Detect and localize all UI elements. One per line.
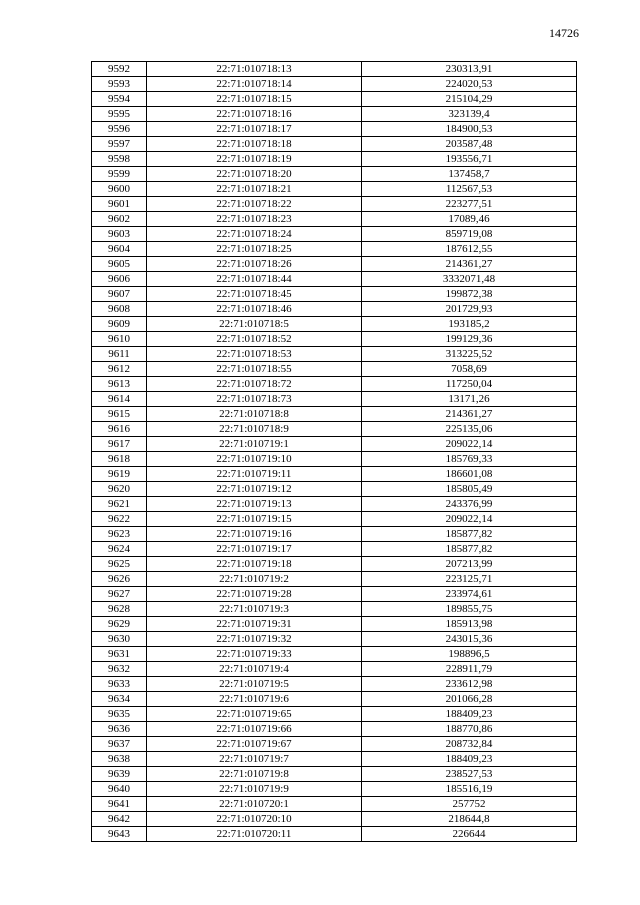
- cadastral-number-cell: 22:71:010718:44: [147, 272, 362, 287]
- table-row: [92, 107, 577, 122]
- row-number-cell: 9597: [92, 137, 147, 152]
- cadastral-value-cell: 207213,99: [362, 557, 577, 572]
- cadastral-value-cell: 185805,49: [362, 482, 577, 497]
- row-number-cell: 9624: [92, 542, 147, 557]
- cadastral-number-cell: 22:71:010719:18: [147, 557, 362, 572]
- row-number-cell: 9617: [92, 437, 147, 452]
- table-row: [92, 467, 577, 482]
- cadastral-value-cell: 112567,53: [362, 182, 577, 197]
- table-row: [92, 482, 577, 497]
- cadastral-number-cell: 22:71:010718:15: [147, 92, 362, 107]
- cadastral-number-cell: 22:71:010720:10: [147, 812, 362, 827]
- cadastral-number-cell: 22:71:010718:5: [147, 317, 362, 332]
- cadastral-value-cell: 218644,8: [362, 812, 577, 827]
- cadastral-number-cell: 22:71:010718:17: [147, 122, 362, 137]
- cadastral-value-table: [91, 61, 577, 842]
- cadastral-number-cell: 22:71:010719:33: [147, 647, 362, 662]
- cadastral-value-cell: 189855,75: [362, 602, 577, 617]
- cadastral-number-cell: 22:71:010719:15: [147, 512, 362, 527]
- cadastral-number-cell: 22:71:010719:1: [147, 437, 362, 452]
- table-row: [92, 407, 577, 422]
- table-row: [92, 272, 577, 287]
- table-row: [92, 302, 577, 317]
- table-row: [92, 677, 577, 692]
- row-number-cell: 9607: [92, 287, 147, 302]
- cadastral-value-cell: 137458,7: [362, 167, 577, 182]
- cadastral-number-cell: 22:71:010718:22: [147, 197, 362, 212]
- cadastral-value-cell: 859719,08: [362, 227, 577, 242]
- row-number-cell: 9642: [92, 812, 147, 827]
- row-number-cell: 9634: [92, 692, 147, 707]
- cadastral-value-cell: 209022,14: [362, 437, 577, 452]
- table-row: [92, 782, 577, 797]
- cadastral-number-cell: 22:71:010718:18: [147, 137, 362, 152]
- table-row: [92, 287, 577, 302]
- cadastral-value-cell: 238527,53: [362, 767, 577, 782]
- row-number-cell: 9638: [92, 752, 147, 767]
- table-row: [92, 137, 577, 152]
- row-number-cell: 9604: [92, 242, 147, 257]
- row-number-cell: 9601: [92, 197, 147, 212]
- row-number-cell: 9602: [92, 212, 147, 227]
- table-row: [92, 662, 577, 677]
- row-number-cell: 9609: [92, 317, 147, 332]
- cadastral-value-cell: 199872,38: [362, 287, 577, 302]
- cadastral-value-cell: 185769,33: [362, 452, 577, 467]
- table-row: [92, 527, 577, 542]
- row-number-cell: 9618: [92, 452, 147, 467]
- cadastral-number-cell: 22:71:010718:8: [147, 407, 362, 422]
- cadastral-number-cell: 22:71:010719:6: [147, 692, 362, 707]
- cadastral-number-cell: 22:71:010719:67: [147, 737, 362, 752]
- cadastral-value-cell: 3332071,48: [362, 272, 577, 287]
- cadastral-number-cell: 22:71:010718:52: [147, 332, 362, 347]
- row-number-cell: 9616: [92, 422, 147, 437]
- table-row: [92, 497, 577, 512]
- table-row: [92, 362, 577, 377]
- cadastral-value-cell: 214361,27: [362, 407, 577, 422]
- cadastral-value-cell: 243015,36: [362, 632, 577, 647]
- cadastral-number-cell: 22:71:010719:5: [147, 677, 362, 692]
- cadastral-number-cell: 22:71:010719:28: [147, 587, 362, 602]
- row-number-cell: 9627: [92, 587, 147, 602]
- row-number-cell: 9620: [92, 482, 147, 497]
- table-row: [92, 122, 577, 137]
- table-row: [92, 797, 577, 812]
- cadastral-value-cell: 233974,61: [362, 587, 577, 602]
- table-row: [92, 812, 577, 827]
- table-row: [92, 452, 577, 467]
- cadastral-number-cell: 22:71:010718:73: [147, 392, 362, 407]
- table-row: [92, 317, 577, 332]
- table-row: [92, 542, 577, 557]
- row-number-cell: 9630: [92, 632, 147, 647]
- table-row: [92, 242, 577, 257]
- row-number-cell: 9623: [92, 527, 147, 542]
- row-number-cell: 9612: [92, 362, 147, 377]
- table-row: [92, 347, 577, 362]
- row-number-cell: 9621: [92, 497, 147, 512]
- table-row: [92, 227, 577, 242]
- row-number-cell: 9622: [92, 512, 147, 527]
- table-row: [92, 767, 577, 782]
- cadastral-number-cell: 22:71:010719:10: [147, 452, 362, 467]
- row-number-cell: 9641: [92, 797, 147, 812]
- cadastral-number-cell: 22:71:010720:11: [147, 827, 362, 842]
- row-number-cell: 9611: [92, 347, 147, 362]
- cadastral-number-cell: 22:71:010718:26: [147, 257, 362, 272]
- cadastral-value-cell: 185913,98: [362, 617, 577, 632]
- row-number-cell: 9632: [92, 662, 147, 677]
- table-row: [92, 737, 577, 752]
- row-number-cell: 9592: [92, 62, 147, 77]
- cadastral-number-cell: 22:71:010719:2: [147, 572, 362, 587]
- row-number-cell: 9600: [92, 182, 147, 197]
- row-number-cell: 9599: [92, 167, 147, 182]
- cadastral-value-cell: 188770,86: [362, 722, 577, 737]
- table-row: [92, 212, 577, 227]
- cadastral-number-cell: 22:71:010719:3: [147, 602, 362, 617]
- table-row: [92, 707, 577, 722]
- row-number-cell: 9610: [92, 332, 147, 347]
- cadastral-value-cell: 230313,91: [362, 62, 577, 77]
- cadastral-value-cell: 214361,27: [362, 257, 577, 272]
- cadastral-value-cell: 186601,08: [362, 467, 577, 482]
- table-row: [92, 722, 577, 737]
- cadastral-number-cell: 22:71:010718:24: [147, 227, 362, 242]
- table-row: [92, 572, 577, 587]
- table-row: [92, 632, 577, 647]
- cadastral-number-cell: 22:71:010718:14: [147, 77, 362, 92]
- row-number-cell: 9619: [92, 467, 147, 482]
- cadastral-number-cell: 22:71:010718:23: [147, 212, 362, 227]
- cadastral-value-cell: 201729,93: [362, 302, 577, 317]
- cadastral-value-cell: 323139,4: [362, 107, 577, 122]
- cadastral-value-cell: 185877,82: [362, 542, 577, 557]
- row-number-cell: 9605: [92, 257, 147, 272]
- cadastral-number-cell: 22:71:010718:72: [147, 377, 362, 392]
- row-number-cell: 9628: [92, 602, 147, 617]
- row-number-cell: 9606: [92, 272, 147, 287]
- cadastral-number-cell: 22:71:010719:8: [147, 767, 362, 782]
- cadastral-number-cell: 22:71:010718:13: [147, 62, 362, 77]
- cadastral-value-cell: 257752: [362, 797, 577, 812]
- row-number-cell: 9598: [92, 152, 147, 167]
- cadastral-value-cell: 193556,71: [362, 152, 577, 167]
- table-row: [92, 827, 577, 842]
- table-row: [92, 77, 577, 92]
- cadastral-number-cell: 22:71:010718:46: [147, 302, 362, 317]
- table-row: [92, 392, 577, 407]
- table-row: [92, 512, 577, 527]
- row-number-cell: 9603: [92, 227, 147, 242]
- cadastral-number-cell: 22:71:010718:55: [147, 362, 362, 377]
- cadastral-value-cell: 184900,53: [362, 122, 577, 137]
- row-number-cell: 9633: [92, 677, 147, 692]
- cadastral-value-cell: 117250,04: [362, 377, 577, 392]
- cadastral-number-cell: 22:71:010719:11: [147, 467, 362, 482]
- cadastral-number-cell: 22:71:010719:4: [147, 662, 362, 677]
- table-row: [92, 152, 577, 167]
- table-row: [92, 62, 577, 77]
- row-number-cell: 9636: [92, 722, 147, 737]
- cadastral-value-cell: 215104,29: [362, 92, 577, 107]
- row-number-cell: 9594: [92, 92, 147, 107]
- cadastral-number-cell: 22:71:010718:21: [147, 182, 362, 197]
- table-row: [92, 752, 577, 767]
- row-number-cell: 9595: [92, 107, 147, 122]
- row-number-cell: 9635: [92, 707, 147, 722]
- cadastral-value-cell: 203587,48: [362, 137, 577, 152]
- cadastral-number-cell: 22:71:010718:25: [147, 242, 362, 257]
- cadastral-value-cell: 185877,82: [362, 527, 577, 542]
- table-row: [92, 377, 577, 392]
- cadastral-value-cell: 209022,14: [362, 512, 577, 527]
- cadastral-value-cell: 199129,36: [362, 332, 577, 347]
- cadastral-value-cell: 225135,06: [362, 422, 577, 437]
- table-row: [92, 92, 577, 107]
- cadastral-number-cell: 22:71:010719:31: [147, 617, 362, 632]
- table-row: [92, 182, 577, 197]
- cadastral-value-cell: 223125,71: [362, 572, 577, 587]
- table-row: [92, 587, 577, 602]
- table-row: [92, 422, 577, 437]
- table-row: [92, 437, 577, 452]
- cadastral-value-cell: 188409,23: [362, 707, 577, 722]
- cadastral-number-cell: 22:71:010719:12: [147, 482, 362, 497]
- cadastral-value-cell: 17089,46: [362, 212, 577, 227]
- cadastral-number-cell: 22:71:010719:7: [147, 752, 362, 767]
- cadastral-number-cell: 22:71:010719:66: [147, 722, 362, 737]
- cadastral-value-cell: 201066,28: [362, 692, 577, 707]
- table-row: [92, 617, 577, 632]
- page-number: 14726: [549, 26, 579, 40]
- cadastral-value-cell: 208732,84: [362, 737, 577, 752]
- row-number-cell: 9640: [92, 782, 147, 797]
- cadastral-value-cell: 313225,52: [362, 347, 577, 362]
- cadastral-value-cell: 243376,99: [362, 497, 577, 512]
- cadastral-value-cell: 224020,53: [362, 77, 577, 92]
- cadastral-number-cell: 22:71:010718:16: [147, 107, 362, 122]
- row-number-cell: 9629: [92, 617, 147, 632]
- row-number-cell: 9639: [92, 767, 147, 782]
- row-number-cell: 9625: [92, 557, 147, 572]
- cadastral-value-cell: 7058,69: [362, 362, 577, 377]
- cadastral-number-cell: 22:71:010718:53: [147, 347, 362, 362]
- cadastral-number-cell: 22:71:010718:9: [147, 422, 362, 437]
- row-number-cell: 9631: [92, 647, 147, 662]
- cadastral-value-cell: 193185,2: [362, 317, 577, 332]
- cadastral-number-cell: 22:71:010720:1: [147, 797, 362, 812]
- cadastral-value-cell: 13171,26: [362, 392, 577, 407]
- row-number-cell: 9593: [92, 77, 147, 92]
- cadastral-number-cell: 22:71:010718:20: [147, 167, 362, 182]
- cadastral-number-cell: 22:71:010719:13: [147, 497, 362, 512]
- cadastral-value-cell: 228911,79: [362, 662, 577, 677]
- row-number-cell: 9608: [92, 302, 147, 317]
- cadastral-value-cell: 198896,5: [362, 647, 577, 662]
- table-row: [92, 692, 577, 707]
- row-number-cell: 9637: [92, 737, 147, 752]
- table-row: [92, 557, 577, 572]
- table-body: [92, 62, 577, 842]
- table-row: [92, 197, 577, 212]
- cadastral-number-cell: 22:71:010719:16: [147, 527, 362, 542]
- table-row: [92, 167, 577, 182]
- cadastral-number-cell: 22:71:010719:9: [147, 782, 362, 797]
- row-number-cell: 9613: [92, 377, 147, 392]
- cadastral-number-cell: 22:71:010718:19: [147, 152, 362, 167]
- table-row: [92, 647, 577, 662]
- table-row: [92, 257, 577, 272]
- row-number-cell: 9596: [92, 122, 147, 137]
- cadastral-number-cell: 22:71:010718:45: [147, 287, 362, 302]
- cadastral-value-cell: 226644: [362, 827, 577, 842]
- cadastral-number-cell: 22:71:010719:17: [147, 542, 362, 557]
- cadastral-number-cell: 22:71:010719:65: [147, 707, 362, 722]
- cadastral-value-cell: 233612,98: [362, 677, 577, 692]
- row-number-cell: 9626: [92, 572, 147, 587]
- row-number-cell: 9614: [92, 392, 147, 407]
- row-number-cell: 9615: [92, 407, 147, 422]
- table-row: [92, 602, 577, 617]
- cadastral-value-cell: 185516,19: [362, 782, 577, 797]
- cadastral-number-cell: 22:71:010719:32: [147, 632, 362, 647]
- cadastral-value-cell: 188409,23: [362, 752, 577, 767]
- cadastral-value-cell: 223277,51: [362, 197, 577, 212]
- cadastral-value-cell: 187612,55: [362, 242, 577, 257]
- table-row: [92, 332, 577, 347]
- row-number-cell: 9643: [92, 827, 147, 842]
